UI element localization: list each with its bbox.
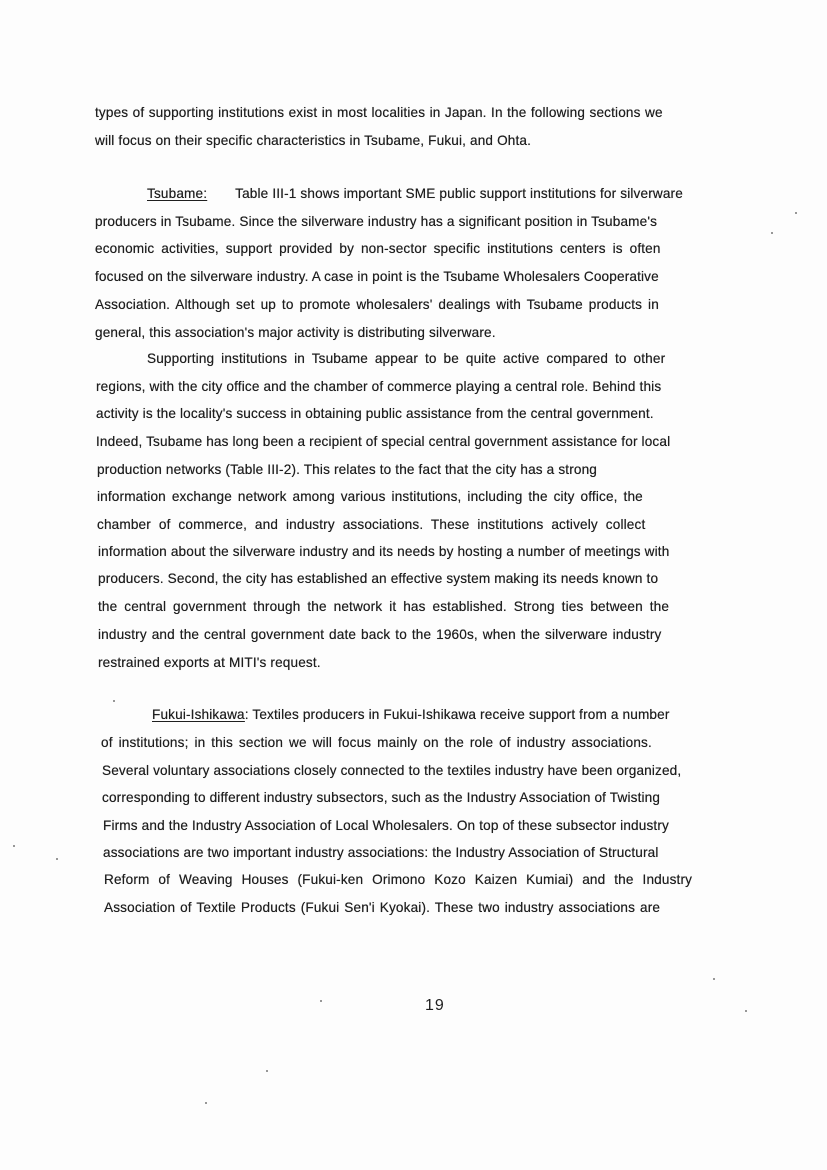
scan-speck bbox=[113, 700, 115, 702]
tsubame-line-6: general, this association's major activity is distributing silverware. bbox=[95, 325, 496, 340]
tsubame-line-3: economic activities, support provided by non-sector specific institutions centers is often bbox=[95, 241, 661, 256]
supporting-line-4: Indeed, Tsubame has long been a recipient of special central government assistance for local bbox=[96, 434, 671, 449]
scan-speck bbox=[771, 232, 773, 234]
fukui-line-7: Reform of Weaving Houses (Fukui-ken Orimono Kozo Kaizen Kumiai) and the Industry bbox=[104, 872, 693, 887]
tsubame-line-2: producers in Tsubame. Since the silverware industry has a significant position in Tsubame's bbox=[95, 214, 658, 229]
fukui-first-line-text: Textiles producers in Fukui-Ishikawa receive support from a number bbox=[248, 707, 670, 722]
scan-speck bbox=[320, 1000, 322, 1002]
fukui-line-3: Several voluntary associations closely connected to the textiles industry have been organized, bbox=[102, 763, 682, 778]
supporting-line-11: industry and the central government date back to the 1960s, when the silverware industry bbox=[98, 627, 662, 642]
supporting-line-12: restrained exports at MITI's request. bbox=[98, 655, 321, 670]
scan-speck bbox=[266, 1070, 268, 1072]
fukui-line-4: corresponding to different industry subsectors, such as the Industry Association of Twisting bbox=[102, 790, 661, 805]
scan-speck bbox=[713, 978, 715, 980]
scan-speck bbox=[205, 1102, 207, 1104]
supporting-line-6: information exchange network among various institutions, including the city office, the bbox=[97, 489, 643, 504]
fukui-heading: Fukui-Ishikawa bbox=[152, 707, 245, 722]
fukui-line-6: associations are two important industry associations: the Industry Association of Structural bbox=[103, 845, 659, 860]
supporting-line-3: activity is the locality's success in obtaining public assistance from the central government. bbox=[96, 406, 654, 421]
tsubame-first-line bbox=[147, 185, 683, 203]
fukui-line-8: Association of Textile Products (Fukui Sen'i Kyokai). These two industry associations are bbox=[104, 900, 661, 915]
intro-line-2: will focus on their specific characteristics in Tsubame, Fukui, and Ohta. bbox=[95, 133, 532, 148]
tsubame-line-4: focused on the silverware industry. A case in point is the Tsubame Wholesalers Cooperative bbox=[95, 269, 659, 284]
scan-speck bbox=[795, 212, 797, 214]
fukui-heading-colon: : bbox=[244, 707, 249, 722]
supporting-line-7: chamber of commerce, and industry associations. These institutions actively collect bbox=[97, 517, 646, 532]
fukui-line-2: of institutions; in this section we will focus mainly on the role of industry associations. bbox=[101, 735, 652, 750]
intro-line-1: types of supporting institutions exist in most localities in Japan. In the following sections we bbox=[95, 105, 663, 120]
scan-speck bbox=[56, 858, 58, 860]
scan-speck bbox=[13, 845, 15, 847]
supporting-line-8: information about the silverware industry and its needs by hosting a number of meetings with bbox=[98, 544, 670, 559]
supporting-line-9: producers. Second, the city has established an effective system making its needs known to bbox=[98, 571, 659, 586]
fukui-first-line bbox=[152, 706, 670, 724]
supporting-line-5: production networks (Table III-2). This relates to the fact that the city has a strong bbox=[97, 462, 597, 477]
tsubame-line-5: Association. Although set up to promote wholesalers' dealings with Tsubame products in bbox=[95, 297, 659, 312]
supporting-line-1: Supporting institutions in Tsubame appear to be quite active compared to other bbox=[147, 351, 666, 366]
scan-speck bbox=[745, 1010, 747, 1012]
supporting-line-10: the central government through the network it has established. Strong ties between the bbox=[98, 599, 670, 614]
supporting-line-2: regions, with the city office and the chamber of commerce playing a central role. Behind this bbox=[96, 379, 662, 394]
tsubame-first-line-text: Table III-1 shows important SME public support institutions for silverware bbox=[235, 186, 683, 201]
page-number: 19 bbox=[425, 997, 445, 1014]
fukui-line-5: Firms and the Industry Association of Local Wholesalers. On top of these subsector industry bbox=[103, 818, 669, 833]
tsubame-heading: Tsubame: bbox=[147, 186, 208, 201]
